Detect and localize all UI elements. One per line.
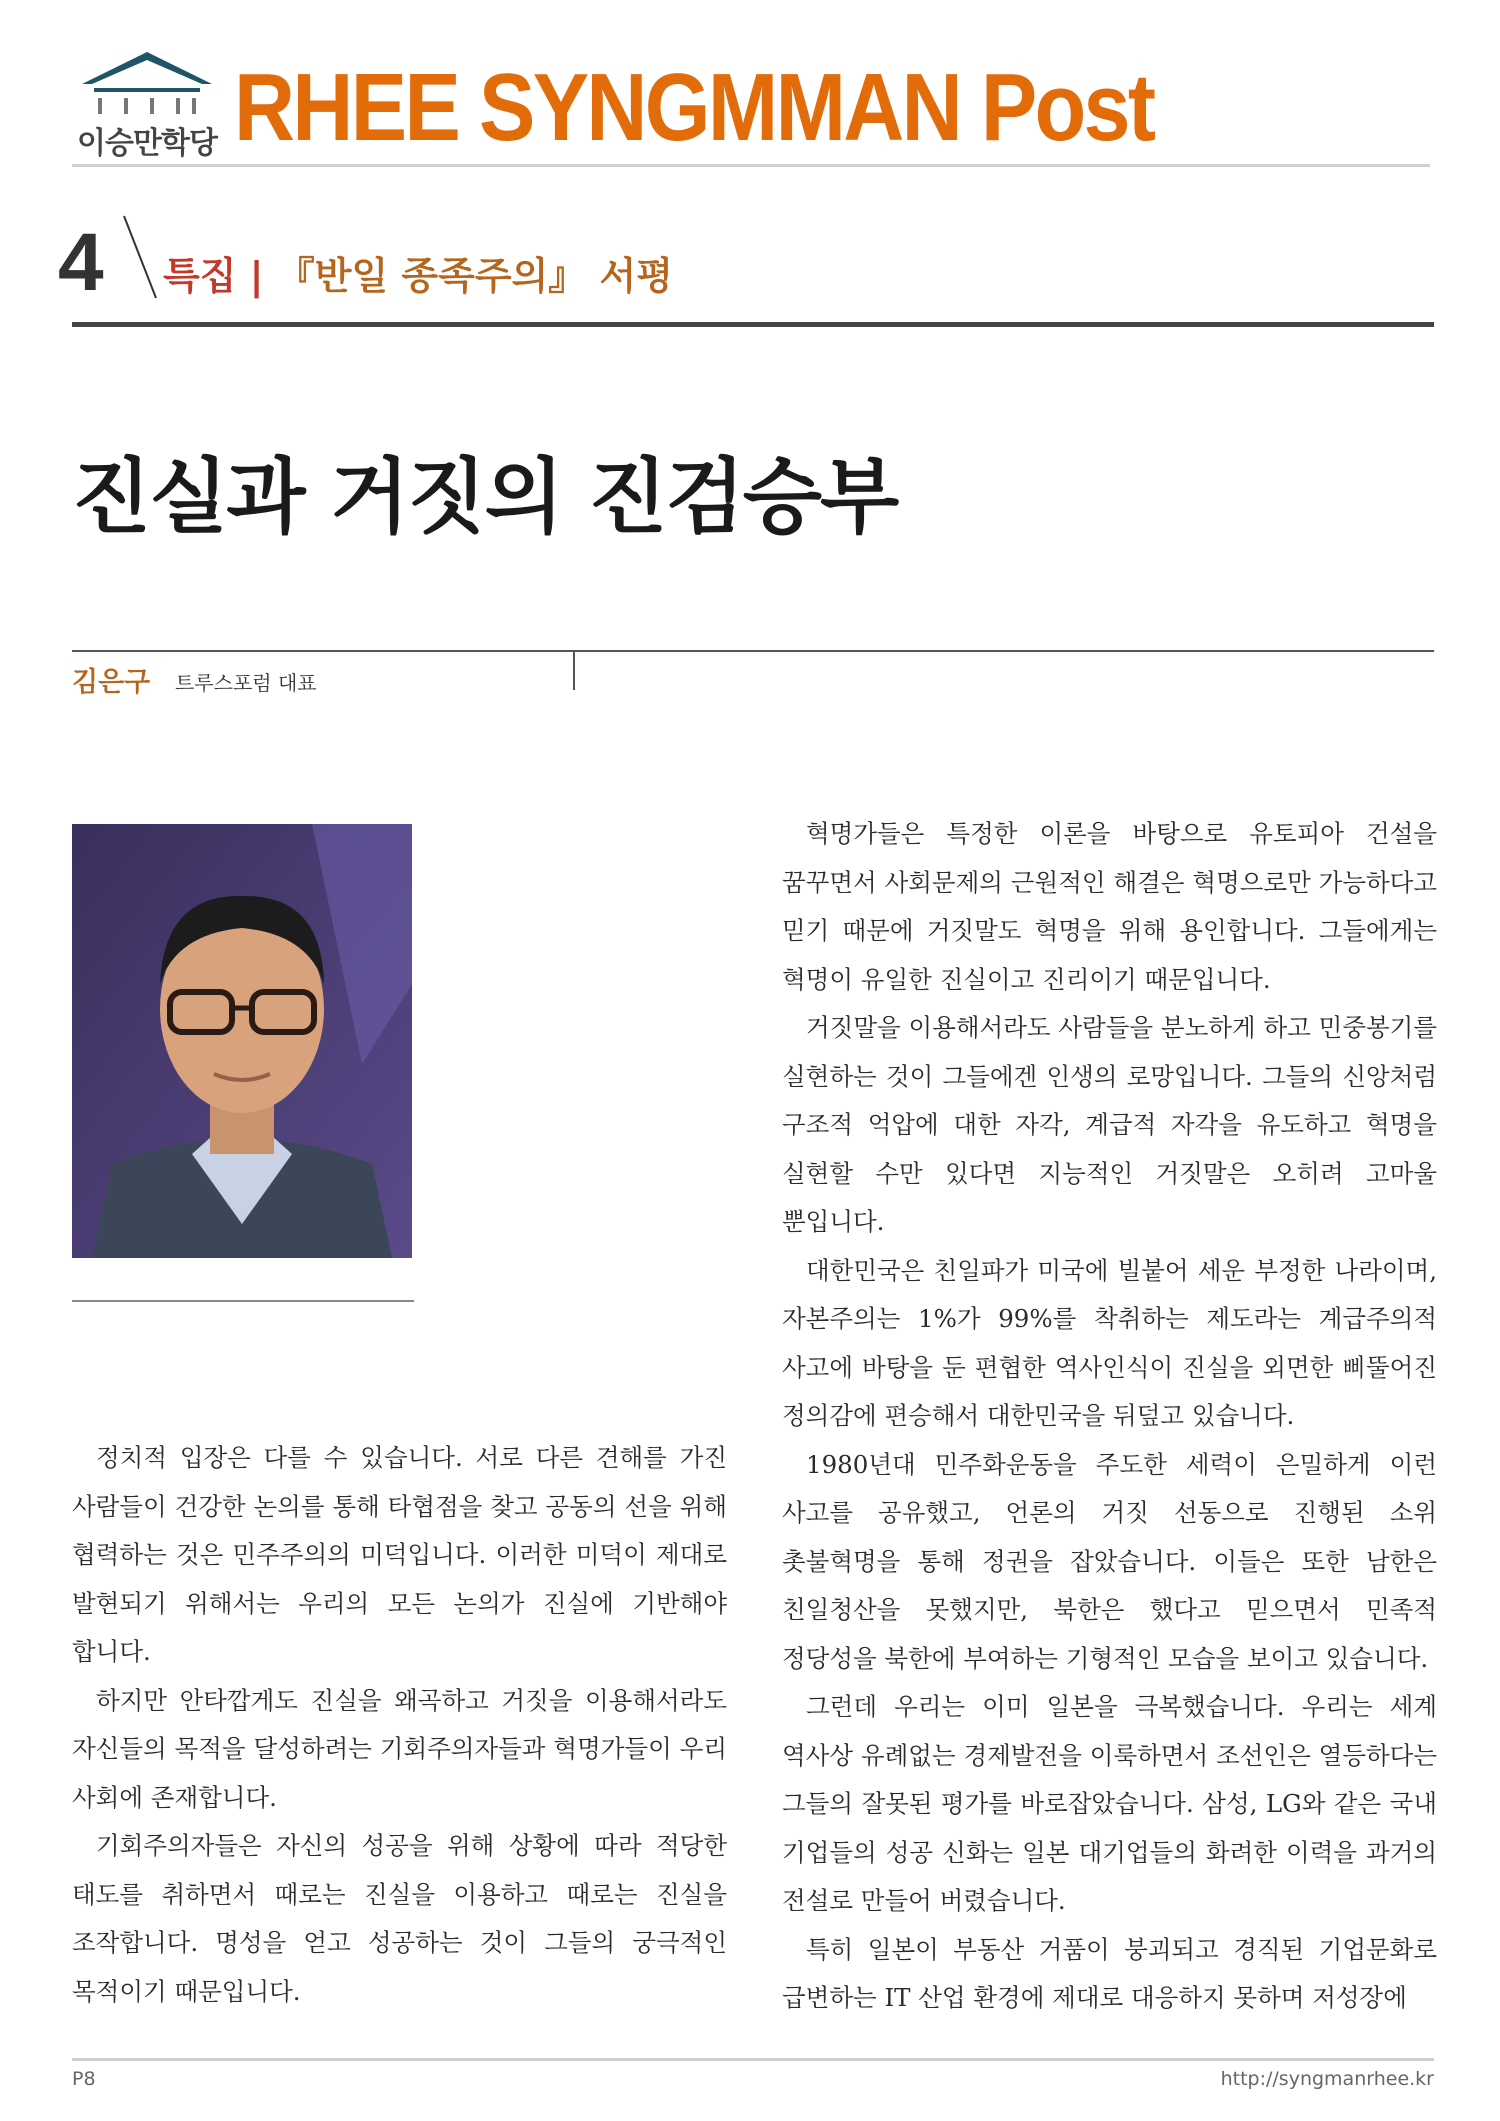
author-divider — [72, 650, 1434, 652]
school-logo — [72, 48, 222, 160]
paragraph: 하지만 안타깝게도 진실을 왜곡하고 거짓을 이용해서라도 자신들의 목적을 달성하려는 기회주의자들과 혁명가들이 우리 사회에 존재합니다. — [72, 1685, 727, 1812]
publication-title: RHEE SYNGMMAN Post — [234, 54, 1154, 161]
section-title: 『반일 종족주의』 서평 — [276, 254, 673, 298]
footer-divider — [72, 2058, 1434, 2061]
paragraph: 특히 일본이 부동산 거품이 붕괴되고 경직된 기업문화로 급변하는 IT 산업 환경에 제대로 대응하지 못하며 저성장에 — [782, 1934, 1437, 2012]
author-photo — [72, 824, 412, 1258]
author-divider-tick — [573, 652, 575, 690]
body-column-left — [72, 1434, 727, 2016]
paragraph: 혁명가들은 특정한 이론을 바탕으로 유토피아 건설을 꿈꾸면서 사회문제의 근원적인 해결은 혁명으로만 가능하다고 믿기 때문에 거짓말도 혁명을 위해 용인합니다. 그들에게는 혁명이 유일한 진실이고 진리이기 때문입니다. — [782, 819, 1437, 994]
section-number: 4 — [58, 217, 104, 308]
logo-text: 이승만학당 — [77, 126, 217, 161]
paragraph: 기회주의자들은 자신의 성공을 위해 상황에 따라 적당한 태도를 취하면서 때로는 진실을 이용하고 때로는 진실을 조작합니다. 명성을 얻고 성공하는 것이 그들의 궁극적인 목적이기 때문입니다. — [72, 1831, 727, 2006]
paragraph: 1980년대 민주화운동을 주도한 세력이 은밀하게 이런 사고를 공유했고, 언론의 거짓 선동으로 진행된 소위 촛불혁명을 통해 정권을 잡았습니다. 이들은 또한 남한은 친일청산을 못했지만, 북한은 했다고 믿으면서 민족적 정당성을 북한에 부여하는 기형적인 모습을 보이고 있습니다. — [782, 1449, 1437, 1673]
section-slash — [120, 212, 160, 302]
author-role: 트루스포럼 대표 — [175, 671, 317, 695]
section-label: 특집 — [163, 254, 237, 298]
section-separator: | — [249, 254, 264, 298]
article-title: 진실과 거짓의 진검승부 — [72, 450, 898, 545]
photo-divider — [72, 1300, 414, 1302]
author-name: 김은구 — [72, 667, 151, 698]
page-number: P8 — [72, 2068, 96, 2090]
website-url[interactable]: http://syngmanrhee.kr — [1220, 2068, 1434, 2090]
header-divider — [72, 164, 1430, 167]
section-heading — [163, 254, 673, 298]
paragraph: 정치적 입장은 다를 수 있습니다. 서로 다른 견해를 가진 사람들이 건강한 논의를 통해 타협점을 찾고 공동의 선을 위해 협력하는 것은 민주주의의 미덕입니다. 이러한 미덕이 제대로 발현되기 위해서는 우리의 모든 논의가 진실에 기반해야 합니다. — [72, 1443, 727, 1666]
body-column-right — [782, 810, 1437, 2023]
house-icon — [72, 48, 222, 118]
paragraph: 거짓말을 이용해서라도 사람들을 분노하게 하고 민중봉기를 실현하는 것이 그들에겐 인생의 로망입니다. 그들의 신앙처럼 구조적 억압에 대한 자각, 계급적 자각을 유도하고 혁명을 실현할 수만 있다면 지능적인 거짓말은 오히려 고마울 뿐입니다. — [782, 1013, 1437, 1236]
section-divider — [72, 322, 1434, 327]
paragraph: 그런데 우리는 이미 일본을 극복했습니다. 우리는 세계 역사상 유례없는 경제발전을 이룩하면서 조선인은 열등하다는 그들의 잘못된 평가를 바로잡았습니다. 삼성, LG와 같은 국내 기업들의 성공 신화는 일본 대기업들의 화려한 이력을 과거의 전설로 만들어 버렸습니다. — [782, 1692, 1437, 1915]
paragraph: 대한민국은 친일파가 미국에 빌붙어 세운 부정한 나라이며, 자본주의는 1%가 99%를 착취하는 제도라는 계급주의적 사고에 바탕을 둔 편협한 역사인식이 진실을 외면한 삐뚤어진 정의감에 편승해서 대한민국을 뒤덮고 있습니다. — [782, 1255, 1437, 1430]
